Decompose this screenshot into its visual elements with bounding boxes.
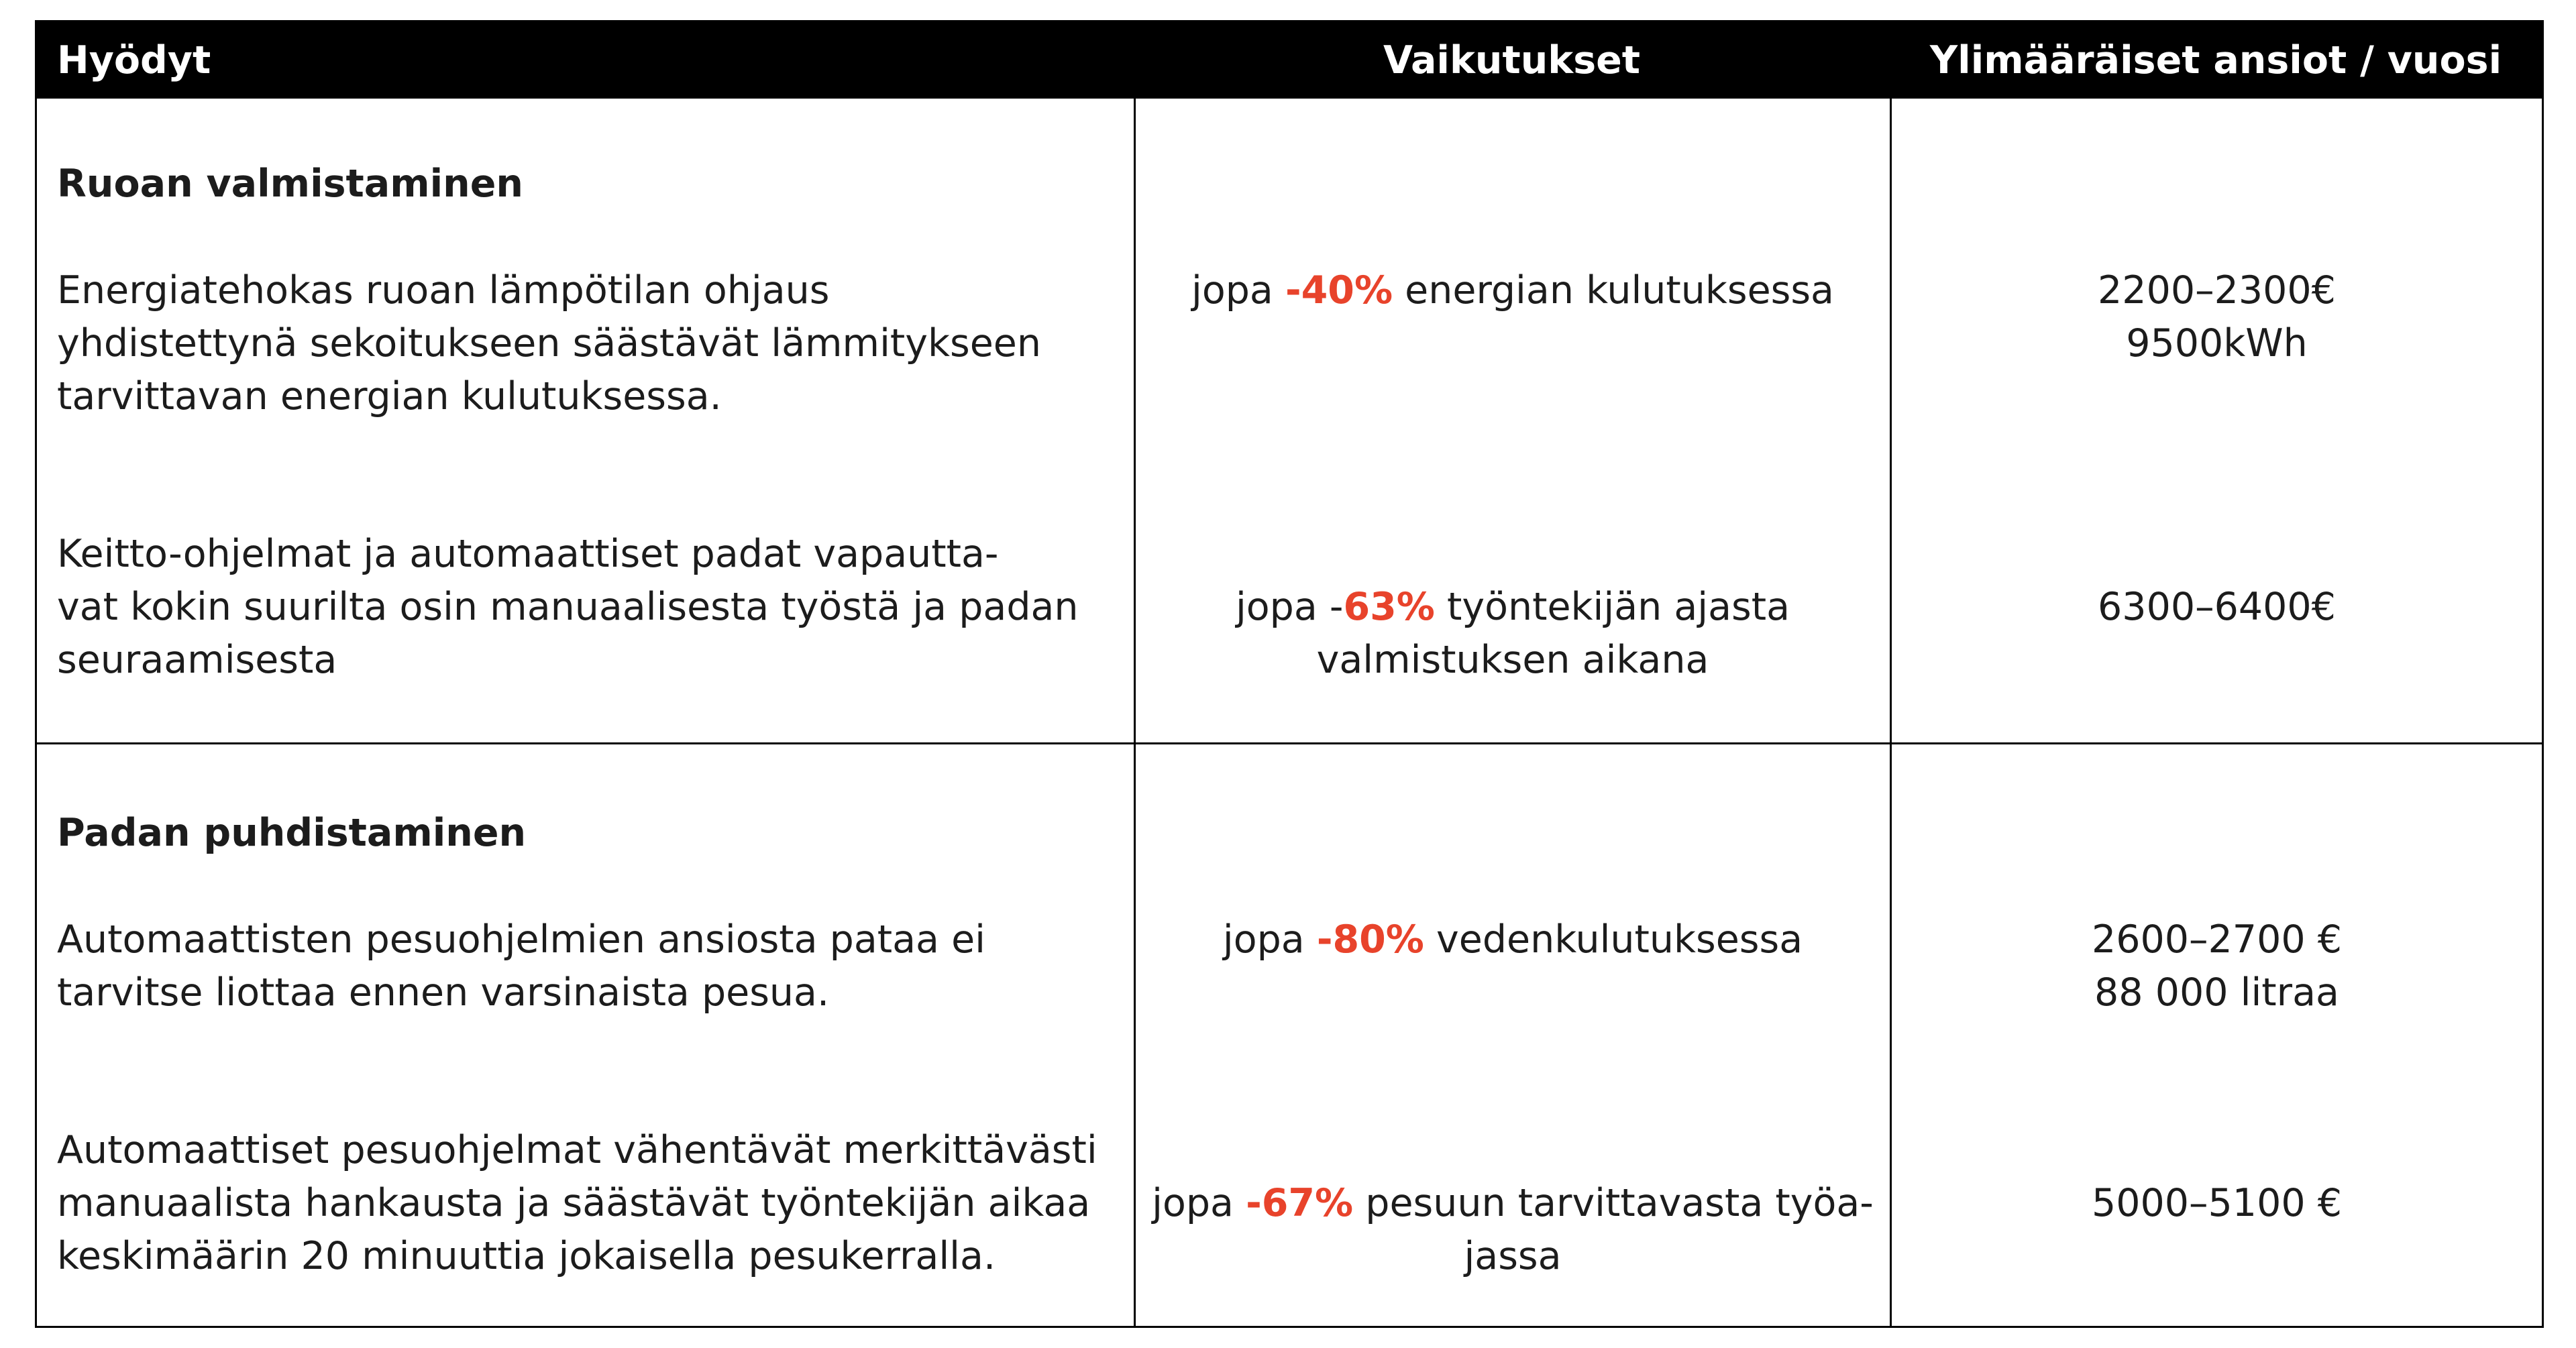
earnings-value [1892,1177,2542,1230]
benefit-line: Keitto-ohjelmat ja automaattiset padat vapautta- [57,532,999,576]
earnings-line: 88 000 litraa [2094,970,2339,1015]
benefit-line: Automaattiset pesuohjelmat vähentävät merkittävästi [57,1128,1097,1172]
earnings-line: 9500kWh [2126,321,2308,366]
section-title: Ruoan valmistaminen [57,162,523,206]
earnings-line: 5000–5100 € [2091,1181,2342,1225]
benefit-line: yhdistettynä sekoitukseen säästävät lämmitykseen [57,321,1041,366]
earnings-line: 6300–6400€ [2098,585,2336,629]
benefit-line: manuaalista hankausta ja säästävät työntekijän aikaa [57,1181,1091,1225]
effect-prefix: jopa [1152,1181,1246,1225]
effect-highlight: -67% [1246,1181,1354,1225]
section-2-effects-cell [1134,742,1890,1326]
effect-text [1136,264,1890,317]
benefit-line: Energiatehokas ruoan lämpötilan ohjaus [57,268,830,313]
header-effects: Vaikutukset [1134,22,1890,99]
effect-suffix: pesuun tarvittavasta työa- [1353,1181,1874,1225]
section-2-benefits-cell [37,742,1134,1326]
effect-text [1136,581,1890,687]
benefits-table [35,20,2544,1328]
effect-highlight: 63% [1343,585,1435,629]
effect-line2: jassa [1464,1234,1562,1278]
effect-suffix: vedenkulutuksessa [1424,917,1803,962]
header-benefits: Hyödyt [37,22,1134,99]
effect-text [1136,1177,1890,1283]
effect-prefix: jopa - [1235,585,1344,629]
effect-highlight: -40% [1285,268,1393,313]
benefit-line: keskimäärin 20 minuuttia jokaisella pesukerralla. [57,1234,996,1278]
effect-line2: valmistuksen aikana [1316,638,1709,682]
benefit-line: vat kokin suurilta osin manuaalisesta työstä ja padan [57,585,1079,629]
effect-highlight: -80% [1316,917,1424,962]
effect-suffix: työntekijän ajasta [1434,585,1790,629]
benefit-line: tarvitse liottaa ennen varsinaista pesua. [57,970,830,1015]
benefit-line: tarvittavan energian kulutuksessa. [57,374,722,418]
earnings-line: 2600–2700 € [2091,917,2342,962]
section-2-earnings-cell [1890,742,2542,1326]
effect-suffix: energian kulutuksessa [1393,268,1834,313]
benefit-text [57,1124,1097,1283]
earnings-value [1892,581,2542,634]
header-earnings: Ylimääräiset ansiot / vuosi [1890,22,2542,99]
effect-prefix: jopa [1191,268,1285,313]
effect-prefix: jopa [1222,917,1317,962]
benefit-line: seuraamisesta [57,638,337,682]
section-1-benefits-cell [37,99,1134,742]
benefit-line: Automaattisten pesuohjelmien ansiosta pataa ei [57,917,986,962]
section-1-earnings-cell [1890,99,2542,742]
benefit-text [57,913,985,1019]
earnings-value [1892,264,2542,370]
benefit-text [57,528,1079,687]
section-title: Padan puhdistaminen [57,811,527,855]
earnings-value [1892,913,2542,1019]
earnings-line: 2200–2300€ [2098,268,2336,313]
effect-text [1136,913,1890,966]
section-1-effects-cell [1134,99,1890,742]
benefit-text [57,264,1041,423]
